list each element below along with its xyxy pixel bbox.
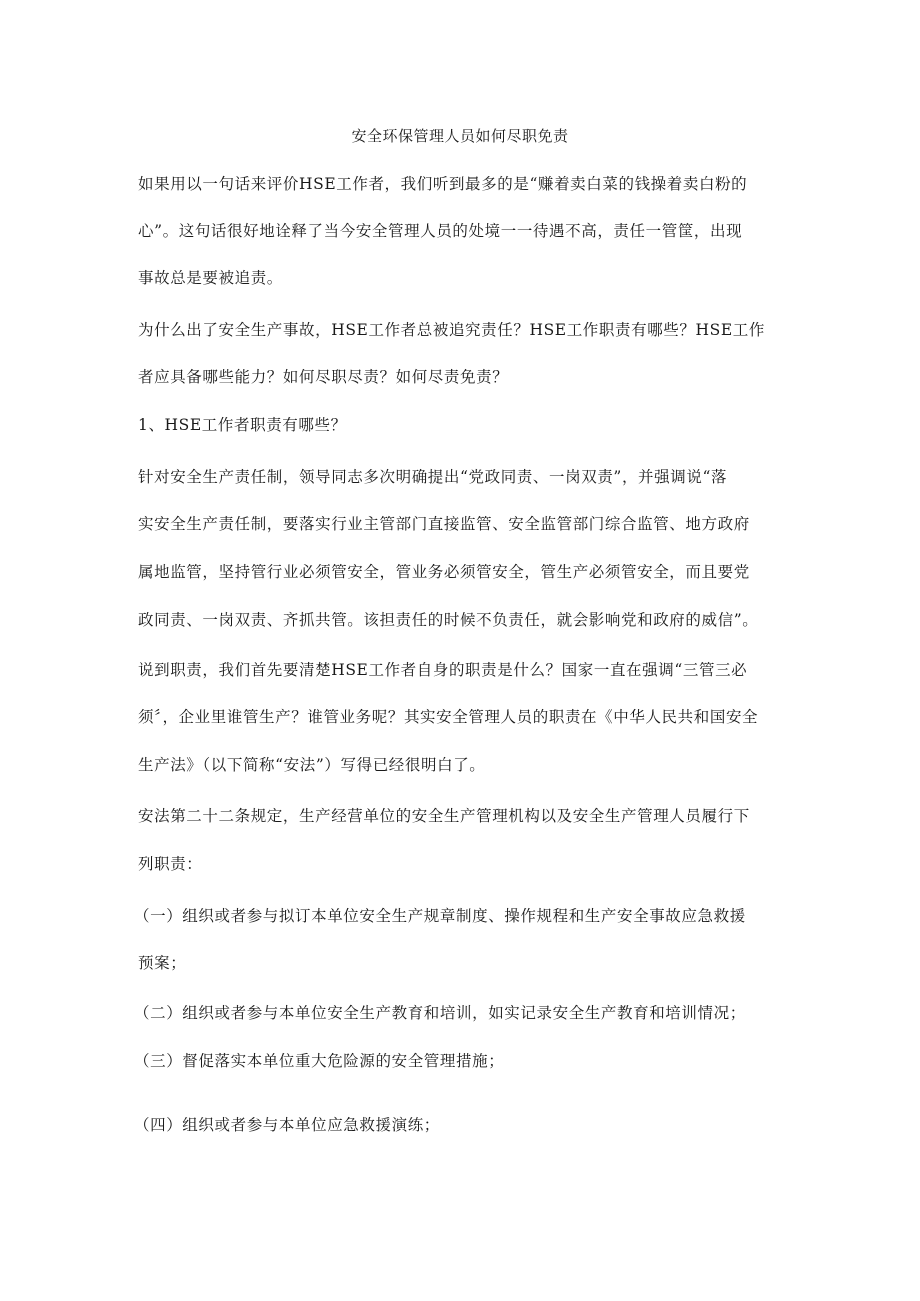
paragraph-line: 说到职责，我们首先要清楚HSE工作者自身的职责是什么？国家一直在强调“三管三必 bbox=[138, 661, 748, 679]
paragraph-line: 须〞，企业里谁管生产？谁管业务呢？其实安全管理人员的职责在《中华人民共和国安全 bbox=[138, 708, 759, 726]
list-item: （一）组织或者参与拟订本单位安全生产规章制度、操作规程和生产安全事故应急救援 bbox=[134, 907, 746, 925]
list-item-continuation: 预案； bbox=[138, 954, 187, 972]
list-item: （二）组织或者参与本单位安全生产教育和培训，如实记录安全生产教育和培训情况； bbox=[134, 1004, 746, 1022]
paragraph-line: 实安全生产责任制，要落实行业主管部门直接监管、安全监管部门综合监管、地方政府 bbox=[138, 515, 750, 533]
paragraph-line: 属地监管，坚持管行业必须管安全，管业务必须管安全，管生产必须管安全，而且要党 bbox=[138, 563, 750, 581]
paragraph-line: 事故总是要被追责。 bbox=[138, 269, 283, 287]
document-title: 安全环保管理人员如何尽职免责 bbox=[351, 127, 569, 145]
section-heading: 1、HSE工作者职责有哪些？ bbox=[138, 416, 347, 434]
paragraph-line: 安法第二十二条规定，生产经营单位的安全生产管理机构以及安全生产管理人员履行下 bbox=[138, 807, 750, 825]
paragraph-line: 为什么出了安全生产事故，HSE工作者总被追究责任？HSE工作职责有哪些？HSE工作 bbox=[138, 321, 765, 339]
paragraph-line: 政同责、一岗双责、齐抓共管。该担责任的时候不负责任，就会影响党和政府的威信”。 bbox=[138, 611, 759, 629]
paragraph-line: 如果用以一句话来评价HSE工作者，我们听到最多的是“赚着卖白菜的钱操着卖白粉的 bbox=[138, 175, 748, 193]
paragraph-line: 心”。这句话很好地诠释了当今安全管理人员的处境一一待遇不高，责任一管筐，出现 bbox=[138, 222, 743, 240]
paragraph-line: 针对安全生产责任制，领导同志多次明确提出“党政同责、一岗双责”，并强调说“落 bbox=[138, 468, 728, 486]
paragraph-line: 生产法》（以下简称“安法”）写得已经很明白了。 bbox=[138, 756, 486, 774]
list-item: （四）组织或者参与本单位应急救援演练； bbox=[134, 1116, 440, 1134]
paragraph-line: 列职责： bbox=[138, 855, 203, 873]
paragraph-line: 者应具备哪些能力？如何尽职尽责？如何尽责免责？ bbox=[138, 368, 509, 386]
list-item: （三）督促落实本单位重大危险源的安全管理措施； bbox=[134, 1052, 505, 1070]
